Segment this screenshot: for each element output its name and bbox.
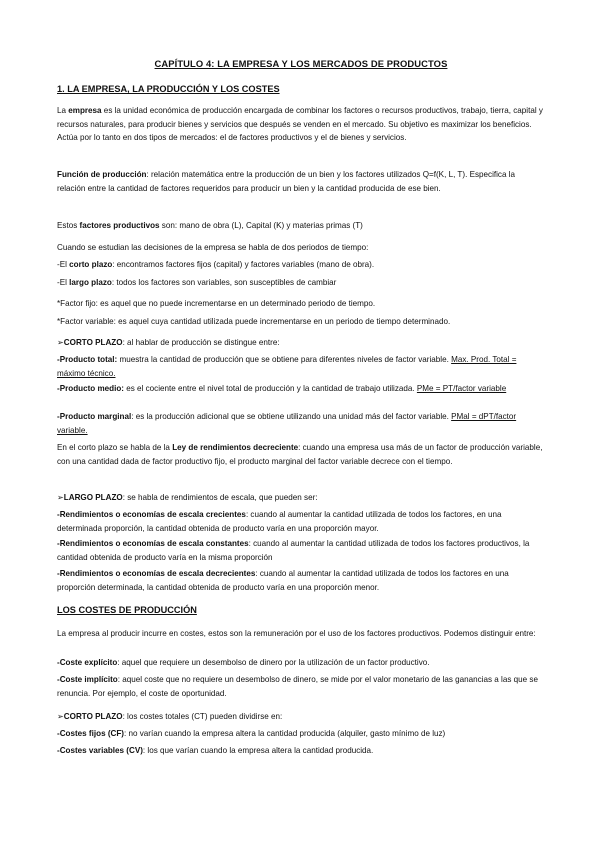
paragraph-rendimientos-decrecientes: -Rendimientos o economías de escala decrecientes: cuando al aumentar la cantidad utilizada de todos los factores en una proporción determinada, la cantidad obtenida de producto varía en una proporción menor. — [57, 569, 509, 592]
paragraph-corto-plazo: -El corto plazo: encontramos factores fijos (capital) y factores variables (mano de obra). — [57, 260, 375, 269]
paragraph-largo-plazo: -El largo plazo: todos los factores son variables, son susceptibles de cambiar — [57, 278, 337, 287]
heading-corto-plazo-costes: ➢CORTO PLAZO: los costes totales (CT) pueden dividirse en: — [57, 712, 283, 721]
paragraph-coste-explicito: -Coste explícito: aquel que requiere un desembolso de dinero por la utilización de un factor productivo. — [57, 658, 430, 667]
paragraph-producto-medio: -Producto medio: es el cociente entre el nivel total de producción y la cantidad de trabajo utilizada. PMe = PT/factor variable — [57, 384, 507, 393]
paragraph-coste-implicito: -Coste implícito: aquel coste que no requiere un desembolso de dinero, se mide por el valor monetario de las ganancias a las que se renuncia. Por ejemplo, el coste de oportunidad. — [57, 675, 538, 698]
paragraph-producto-total: -Producto total: muestra la cantidad de producción que se obtiene para diferentes niveles de factor variable. Max. Prod. Total = máximo técnico. — [57, 355, 517, 378]
section-heading-empresa: 1. LA EMPRESA, LA PRODUCCIÓN Y LOS COSTES — [57, 84, 280, 94]
paragraph-decisiones: Cuando se estudian las decisiones de la empresa se habla de dos periodos de tiempo: — [57, 243, 369, 252]
paragraph-costes-fijos: -Costes fijos (CF): no varían cuando la empresa altera la cantidad producida (alquiler, gasto mínimo de luz) — [57, 729, 446, 738]
paragraph-producto-marginal: -Producto marginal: es la producción adicional que se obtiene utilizando una unidad más del factor variable. PMal = dPT/factor variable. — [57, 412, 517, 435]
heading-largo-plazo-escala: ➢LARGO PLAZO: se habla de rendimientos de escala, que pueden ser: — [57, 493, 318, 502]
heading-corto-plazo-produccion: ➢CORTO PLAZO: al hablar de producción se distingue entre: — [57, 338, 280, 347]
paragraph-rendimientos-constantes: -Rendimientos o economías de escala constantes: cuando al aumentar la cantidad utilizada de todos los factores productivos, la cantidad obtenida de producto varía en la misma proporción — [57, 539, 530, 562]
paragraph-factores: Estos factores productivos son: mano de obra (L), Capital (K) y materias primas (T) — [57, 221, 363, 230]
paragraph-factor-variable: *Factor variable: es aquel cuya cantidad utilizada puede incrementarse en un periodo de tiempo determinado. — [57, 317, 451, 326]
paragraph-rendimientos-crecientes: -Rendimientos o economías de escala crecientes: cuando al aumentar la cantidad utilizada de todos los factores, en una determinada proporción, la cantidad obtenida de producto varía en una proporción mayor. — [57, 510, 502, 533]
paragraph-costes: La empresa al producir incurre en costes, estos son la remuneración por el uso de los factores productivos. Podemos distinguir entre: — [57, 629, 536, 638]
paragraph-funcion-produccion: Función de producción: relación matemática entre la producción de un bien y los factores utilizados Q=f(K, L, T). Especifica la relación entre la cantidad de factores requeridos para producir un bien y la cantidad producida de ese bien. — [57, 170, 516, 193]
paragraph-ley-rendimientos: En el corto plazo se habla de la Ley de rendimientos decreciente: cuando una empresa usa más de un factor de producción variable, con una cantidad dada de factor productivo fijo, el producto marginal del factor variable decrece con el tiempo. — [57, 443, 543, 466]
paragraph-empresa: La empresa es la unidad económica de producción encargada de combinar los factores o recursos productivos, trabajo, tierra, capital y recursos naturales, para producir bienes y servicios que después se venden en el mercado. Su objetivo es maximizar los beneficios. Actúa por lo tanto en dos tipos de mercados: el de factores productivos y el de bienes y servicios. — [57, 106, 543, 143]
chapter-title: CAPÍTULO 4: LA EMPRESA Y LOS MERCADOS DE PRODUCTOS — [154, 58, 448, 69]
paragraph-costes-variables: -Costes variables (CV): los que varían cuando la empresa altera la cantidad producida. — [57, 746, 374, 755]
paragraph-factor-fijo: *Factor fijo: es aquel que no puede incrementarse en un determinado periodo de tiempo. — [57, 299, 376, 308]
section-heading-costes: LOS COSTES DE PRODUCCIÓN — [57, 605, 197, 615]
